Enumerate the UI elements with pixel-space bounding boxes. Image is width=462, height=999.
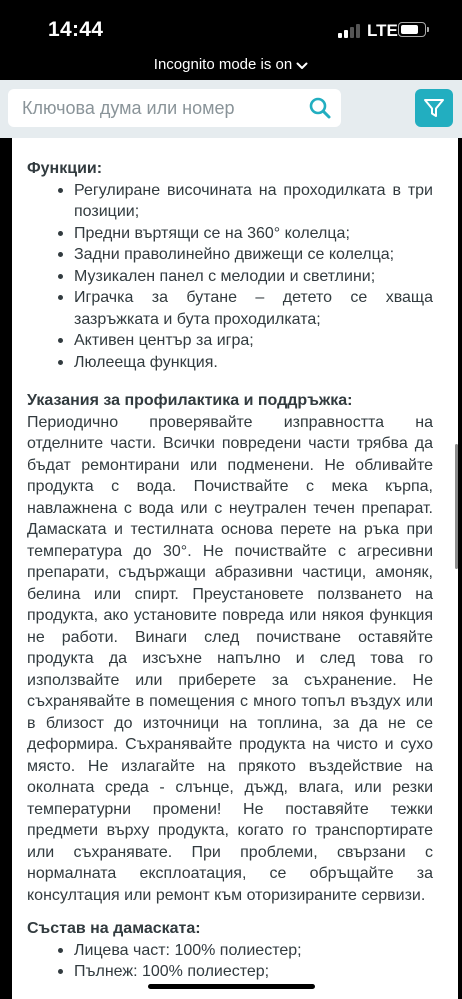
- page-scrollbar[interactable]: [455, 444, 458, 569]
- network-type: LTE: [367, 21, 398, 40]
- clipped-text-line: [74, 138, 433, 144]
- status-bar: [0, 0, 462, 56]
- search-icon[interactable]: [308, 96, 332, 120]
- filter-icon: [423, 97, 445, 119]
- list-item: Лицева част: 100% полиестер;: [74, 940, 433, 962]
- chevron-down-icon: [296, 57, 308, 74]
- functions-heading: Функции:: [27, 160, 103, 177]
- site-header: [0, 80, 462, 138]
- fabric-list: [27, 940, 433, 983]
- list-item: Активен център за игра;: [74, 330, 433, 352]
- status-time: 14:44: [48, 18, 104, 41]
- search-box: [8, 89, 341, 127]
- list-item: Регулиране височината на проходилката в три позиции;: [74, 180, 433, 223]
- filter-button[interactable]: [415, 89, 453, 127]
- incognito-banner[interactable]: [0, 56, 462, 80]
- functions-list: [27, 180, 433, 374]
- battery-icon: [398, 22, 426, 37]
- cellular-signal-icon: [338, 24, 362, 38]
- search-input[interactable]: [8, 89, 298, 127]
- product-description: [12, 138, 458, 999]
- list-item: Музикален панел с мелодии и светлини;: [74, 266, 433, 288]
- home-indicator[interactable]: [148, 984, 315, 989]
- list-item: Люлееща функция.: [74, 352, 433, 374]
- list-item: Задни праволинейно движещи се колелца;: [74, 244, 433, 266]
- list-item: Предни въртящи се на 360° колелца;: [74, 223, 433, 245]
- description-body: [27, 138, 433, 983]
- list-item: Играчка за бутане – детето се хваща зазръжката и бута проходилката;: [74, 287, 433, 330]
- fabric-heading: Състав на дамаската:: [27, 920, 201, 937]
- list-item: Пълнеж: 100% полиестер;: [74, 961, 433, 983]
- maintenance-text: Периодично проверявайте изправността на отделните части. Всички повредени части трябва да бъдат ремонтирани или подменени. Не обливайте продукта с вода. Почиствайте с мека кърпа, навлажнена с вода или с неутрален течен препарат. Дамаската и тестилната основа перете на ръка при температура до 30°. Не почиствайте с агресивни препарати, съдържащи абразивни частици, амоняк, белина или спирт. Преустановете ползването на продукта, ако установите повреда или някоя функция не работи. Винаги след почистване оставяйте продукта да изсъхне напълно и след това го използвайте или приберете за съхранение. Не съхранявайте в помещения с много топъл въздух или в близост до източници на топлина, за да не се деформира. Съхранявайте продукта на чисто и сухо място. Не излагайте на прякото въздействие на околната среда - слънце, дъжд, влага, или резки температурни промени! Не поставяйте тежки предмети върху продукта, когато го транспортирате или съхранявате. При проблеми, свързани с нормалната експлоатация, се обръщайте за консултация или ремонт към оторизираните сервизи.: [27, 413, 433, 904]
- maintenance-heading: Указания за профилактика и поддръжка:: [27, 392, 353, 409]
- incognito-label: Incognito mode is on: [153, 56, 293, 73]
